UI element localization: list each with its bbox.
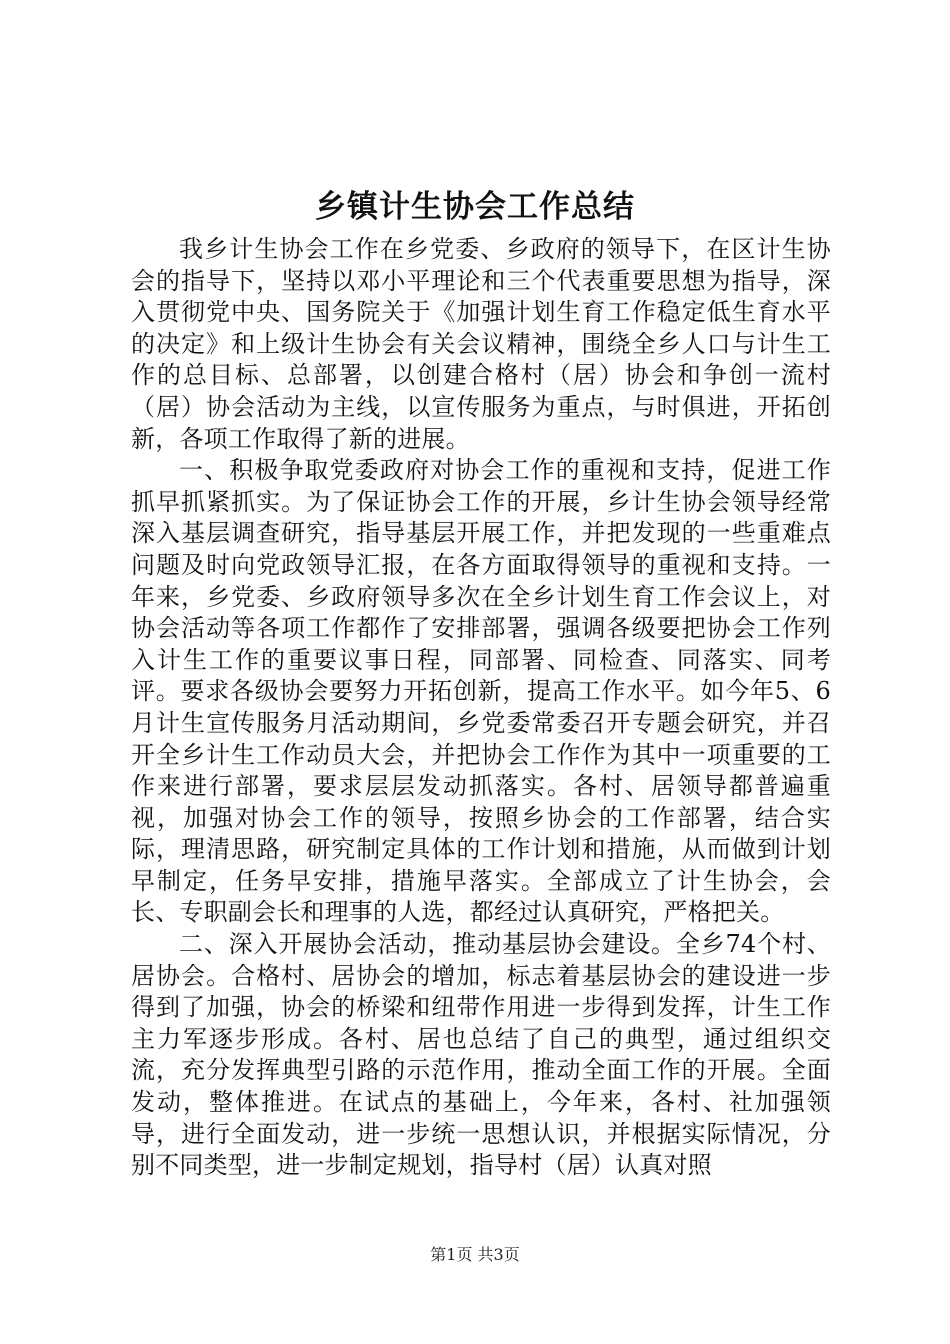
paragraph-intro: 我乡计生协会工作在乡党委、乡政府的领导下，在区计生协会的指导下，坚持以邓小平理论和三个代表重要思想为指导，深入贯彻党中央、国务院关于《加强计划生育工作稳定低生育水平的决定》和上级计生协会有关会议精神，围绕全乡人口与计生工作的总目标、总部署，以创建合格村（居）协会和争创一流村（居）协会活动为主线，以宣传服务为重点，与时俱进，开拓创新，各项工作取得了新的进展。 — [131, 235, 831, 453]
page-number-indicator: 第1页 共3页 — [430, 1245, 520, 1264]
document-title: 乡镇计生协会工作总结 — [315, 189, 635, 225]
paragraph-section-one: 一、积极争取党委政府对协会工作的重视和支持，促进工作抓早抓紧抓实。为了保证协会工作的开展，乡计生协会领导经常深入基层调查研究，指导基层开展工作，并把发现的一些重难点问题及时向党政领导汇报，在各方面取得领导的重视和支持。一年来，乡党委、乡政府领导多次在全乡计划生育工作会议上，对协会活动等各项工作都作了安排部署，强调各级要把协会工作列入计生工作的重要议事日程，同部署、同检查、同落实、同考评。要求各级协会要努力开拓创新，提高工作水平。如今年5、6月计生宣传服务月活动期间，乡党委常委召开专题会研究，并召开全乡计生工作动员大会，并把协会工作作为其中一项重要的工作来进行部署，要求层层发动抓落实。各村、居领导都普遍重视，加强对协会工作的领导，按照乡协会的工作部署，结合实际，理清思路，研究制定具体的工作计划和措施，从而做到计划早制定，任务早安排，措施早落实。全部成立了计生协会，会长、专职副会长和理事的人选，都经过认真研究，严格把关。 — [131, 456, 831, 927]
document-body — [131, 234, 831, 1182]
page-footer — [0, 1244, 950, 1266]
paragraph-section-two: 二、深入开展协会活动，推动基层协会建设。全乡74个村、居协会。合格村、居协会的增加，标志着基层协会的建设进一步得到了加强，协会的桥梁和纽带作用进一步得到发挥，计生工作主力军逐步形成。各村、居也总结了自己的典型，通过组织交流，充分发挥典型引路的示范作用，推动全面工作的开展。全面发动，整体推进。在试点的基础上，今年来，各村、社加强领导，进行全面发动，进一步统一思想认识，并根据实际情况，分别不同类型，进一步制定规划，指导村（居）认真对照 — [131, 930, 831, 1180]
